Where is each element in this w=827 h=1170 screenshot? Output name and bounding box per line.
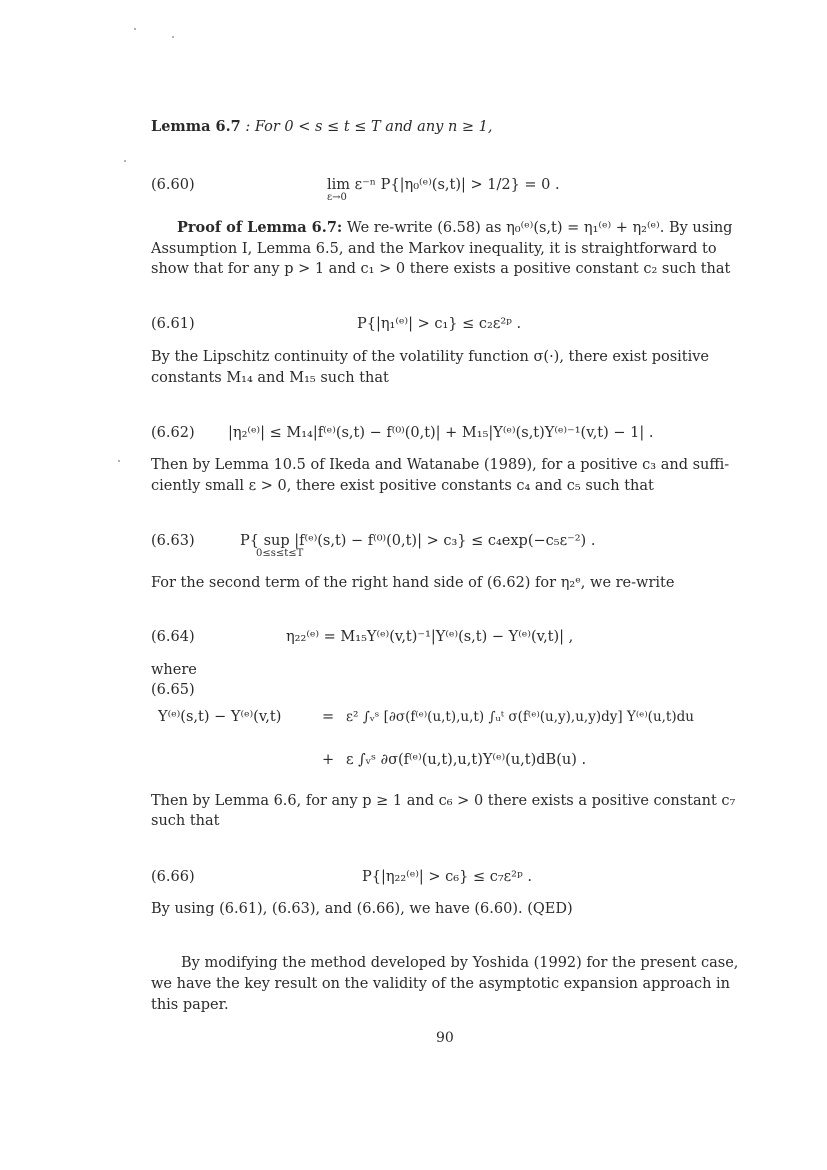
equation-number: (6.63) — [151, 533, 195, 549]
proof-line-3: show that for any p > 1 and c₁ > 0 there exists a positive constant c₂ such that — [151, 261, 731, 277]
equation-number: (6.61) — [151, 316, 195, 332]
proof-label: Proof of Lemma 6.7: — [177, 219, 343, 236]
scan-speck — [124, 160, 126, 162]
scan-speck — [134, 28, 136, 30]
paragraph-line: For the second term of the right hand side of (6.62) for η₂ᵉ, we re-write — [151, 575, 675, 591]
equation-6-65-equals: = — [322, 709, 335, 725]
paragraph-line: we have the key result on the validity of the asymptotic expansion approach in — [151, 976, 731, 992]
limit-subscript: ε→0 — [327, 192, 347, 203]
equation-6-63: P{ sup |f⁽ᵉ⁾(s,t) − f⁽⁰⁾(0,t)| > c₃} ≤ c₄exp(−c₅ε⁻²) . — [240, 533, 596, 549]
equation-number: (6.60) — [151, 177, 195, 193]
where-label: where — [151, 662, 197, 678]
equation-6-62: |η₂⁽ᵉ⁾| ≤ M₁₄|f⁽ᵉ⁾(s,t) − f⁽⁰⁾(0,t)| + M₁₅|Y⁽ᵉ⁾(s,t)Y⁽ᵉ⁾⁻¹(v,t) − 1| . — [228, 425, 654, 441]
proof-text: We re-write (6.58) as η₀⁽ᵉ⁾(s,t) = η₁⁽ᵉ⁾ + η₂⁽ᵉ⁾. By using — [346, 220, 733, 236]
paragraph-line: By the Lipschitz continuity of the volatility function σ(·), there exist positive — [151, 349, 710, 365]
page-number: 90 — [436, 1030, 454, 1046]
paragraph-line: constants M₁₄ and M₁₅ such that — [151, 370, 389, 386]
paragraph-line: such that — [151, 813, 220, 829]
proof-line-1 — [177, 218, 733, 238]
equation-6-61: P{|η₁⁽ᵉ⁾| > c₁} ≤ c₂ε²ᵖ . — [357, 316, 522, 332]
lemma-statement — [151, 117, 726, 137]
equation-6-65-rhs-2: ε ∫ᵥˢ ∂σ(f⁽ᵉ⁾(u,t),u,t)Y⁽ᵉ⁾(u,t)dB(u) . — [346, 752, 587, 768]
paragraph-line: this paper. — [151, 997, 229, 1013]
paragraph-line: By using (6.61), (6.63), and (6.66), we have (6.60). (QED) — [151, 901, 573, 917]
equation-6-65-lhs: Y⁽ᵉ⁾(s,t) − Y⁽ᵉ⁾(v,t) — [158, 709, 282, 725]
paragraph-line: Then by Lemma 6.6, for any p ≥ 1 and c₆ > 0 there exists a positive constant c₇ — [151, 793, 736, 809]
lemma-text: : For 0 < s ≤ t ≤ T and any n ≥ 1, — [245, 119, 493, 135]
scan-speck — [118, 460, 120, 462]
scan-speck — [172, 36, 174, 38]
equation-number: (6.62) — [151, 425, 195, 441]
equation-6-64: η₂₂⁽ᵉ⁾ = M₁₅Y⁽ᵉ⁾(v,t)⁻¹|Y⁽ᵉ⁾(s,t) − Y⁽ᵉ⁾(v,t)| , — [286, 629, 574, 645]
equation-6-66: P{|η₂₂⁽ᵉ⁾| > c₆} ≤ c₇ε²ᵖ . — [362, 869, 532, 885]
equation-number: (6.65) — [151, 682, 195, 698]
equation-6-65-plus: + — [322, 752, 335, 768]
paragraph-line: By modifying the method developed by Yoshida (1992) for the present case, — [181, 955, 739, 971]
equation-6-65-rhs-1: ε² ∫ᵥˢ [∂σ(f⁽ᵉ⁾(u,t),u,t) ∫ᵤᵗ σ(f⁽ᵉ⁾(u,y),u,y)dy] Y⁽ᵉ⁾(u,t)du — [346, 709, 694, 725]
equation-number: (6.66) — [151, 869, 195, 885]
equation-6-60: lim ε⁻ⁿ P{|η₀⁽ᵉ⁾(s,t)| > 1/2} = 0 . — [327, 177, 560, 193]
equation-number: (6.64) — [151, 629, 195, 645]
lemma-label: Lemma 6.7 — [151, 118, 241, 135]
proof-line-2: Assumption I, Lemma 6.5, and the Markov inequality, it is straightforward to — [151, 241, 717, 257]
sup-subscript: 0≤s≤t≤T — [256, 548, 304, 559]
paragraph-line: ciently small ε > 0, there exist positive constants c₄ and c₅ such that — [151, 478, 654, 494]
paragraph-line: Then by Lemma 10.5 of Ikeda and Watanabe (1989), for a positive c₃ and suffi- — [151, 457, 730, 473]
